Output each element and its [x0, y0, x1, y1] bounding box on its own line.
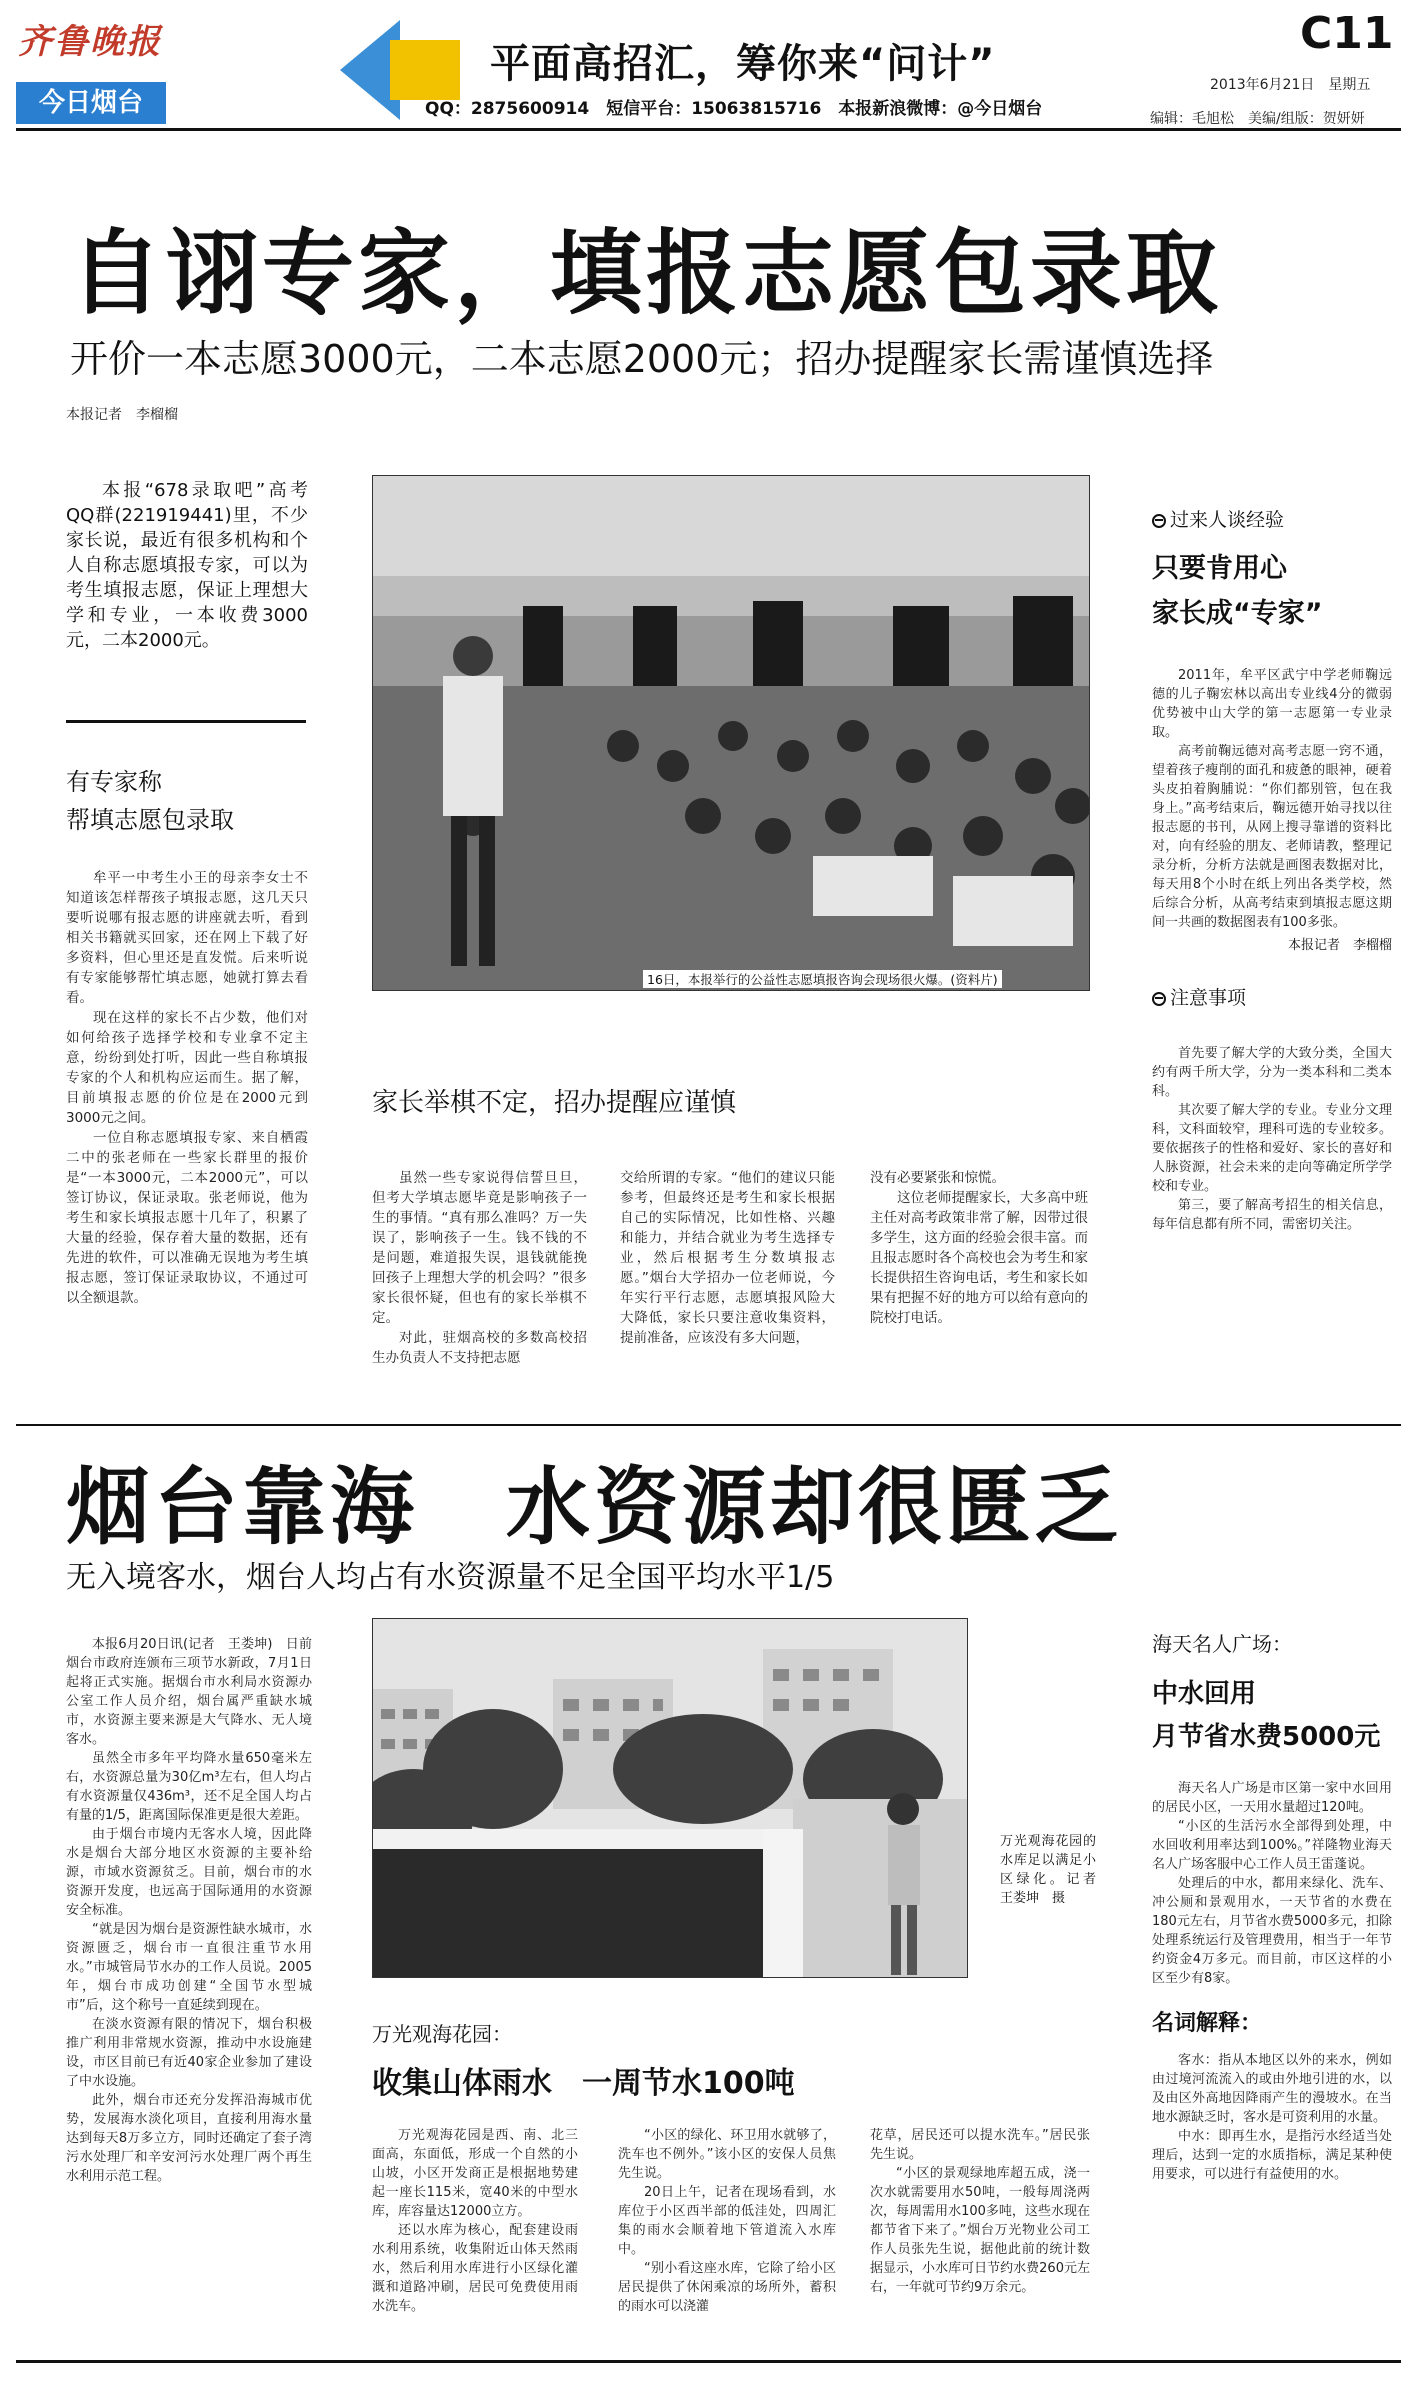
masthead — [0, 0, 1417, 130]
subhead-2: 无入境客水，烟台人均占有水资源量不足全国平均水平1/5 — [66, 1560, 835, 1595]
sidebar-head-2: 家长成“专家” — [1152, 598, 1323, 629]
sidebar-1 — [1152, 505, 1392, 1234]
sidebar2-head-2: 月节省水费5000元 — [1152, 1722, 1381, 1752]
paragraph: 交给所谓的专家。“他们的建议只能参考，但最终还是考生和家长根据自己的实际情况，比如性格、兴趣和能力，并结合就业为考生选择专业，然后根据考生分数填报志愿。”烟台大学招办一位老师说，今年实行平行志愿，志愿填报风险大大降低，家长只要注意收集资料，提前准备，应该没有多大问题， — [620, 1170, 835, 1346]
paragraph: 万光观海花园是西、南、北三面高，东面低，形成一个自然的小山坡，小区开发商正是根据地势建起一座长115米，宽40米的中型水库，库容量达12000立方。 — [372, 2128, 578, 2219]
subsection-head-1: 家长举棋不定，招办提醒应谨慎 — [372, 1088, 737, 1118]
paragraph: 20日上午，记者在现场看到，水库位于小区西半部的低洼处，四周汇集的雨水会顺着地下管道流入水库中。 — [618, 2185, 836, 2257]
sidebar-label-2 — [1152, 983, 1392, 1010]
photo-reservoir — [372, 1618, 968, 1978]
sidebar-text-2 — [1152, 1044, 1392, 1234]
paragraph: “别小看这座水库，它除了给小区居民提供了休闲乘凉的场所外，蓄积的雨水可以浇灌 — [618, 2261, 836, 2314]
column-2 — [372, 1168, 587, 1368]
paragraph: 没有必要紧张和惊慌。 — [870, 1170, 1005, 1186]
banner-arrow-tail — [390, 40, 460, 100]
paragraph: 2011年，牟平区武宁中学老师鞠远德的儿子鞠宏林以高出专业线4分的微弱优势被中山大学的第一志愿第一专业录取。 — [1152, 668, 1392, 740]
divider — [66, 720, 306, 723]
paragraph: 高考前鞠远德对高考志愿一窍不通，望着孩子瘦削的面孔和疲惫的眼神，硬着头皮拍着胸脯说：“你们都别管，包在我身上。”高考结束后，鞠远德开始寻找以往报志愿的书刊，从网上搜寻靠谱的资料比对，向有经验的朋友、老师请教，整理记录分析，分析方法就是画图表数据对比，每天用8个小时在纸上列出各类学校，然后综合分析，从高考结束到填报志愿这期间一共画的数据图表有100多张。 — [1152, 744, 1392, 930]
section-marker-icon — [1152, 514, 1166, 528]
banner-title: 平面高招汇，筹你来“问计” — [490, 41, 996, 87]
paragraph: “小区的景观绿地库超五成，浇一次水就需要用水50吨，一般每周浇两次，每周需用水100多吨，这些水现在都节省下来了。”烟台万光物业公司工作人员张先生说，据他此前的统计数据显示，小水库可日节约水费260元左右，一年就可节约9万余元。 — [870, 2166, 1090, 2295]
sidebar-label-text: 过来人谈经验 — [1170, 509, 1285, 531]
byline-1: 本报记者 李榴榴 — [66, 407, 178, 423]
banner-contacts: QQ：2875600914 短信平台：15063815716 本报新浪微博：@今日烟台 — [425, 99, 1043, 119]
headline-2: 烟台靠海 水资源却很匮乏 — [66, 1458, 1123, 1556]
lead-1: 本报“678录取吧”高考QQ群(221919441)里，不少家长说，最近有很多机构和个人自称志愿填报专家，可以为考生填报志愿，保证上理想大学和专业，一本收费3000元，二本2000元。 — [66, 480, 308, 651]
paragraph: 一位自称志愿填报专家、来自栖霞二中的张老师在一些家长群里的报价是“一本3000元，二本2000元”，可以签订协议，保证录取。张老师说，他为考生和家长填报志愿十几年了，积累了大量的经验，保存着大量的数据，还有先进的软件，可以准确无误地为考生填报志愿，签订保证录取协议，不通过可以全额退款。 — [66, 1130, 308, 1306]
editors-line: 编辑：毛旭松 美编/组版：贺妍妍 — [1150, 111, 1365, 127]
masthead-logo: 齐鲁晚报 — [18, 22, 162, 62]
sidebar2-label: 海天名人广场： — [1152, 1632, 1292, 1656]
paragraph: 花草，居民还可以提水洗车。”居民张先生说。 — [870, 2128, 1090, 2162]
column-3 — [620, 1168, 835, 1348]
paragraph: 本报6月20日讯(记者 王娄坤) 日前烟台市政府连颁布三项节水新政，7月1日起将正式实施。据烟台市水利局水资源办公室工作人员介绍，烟台属严重缺水城市，水资源主要来源是大气降水、无人境客水。 — [66, 1637, 312, 1747]
paragraph: 对此，驻烟高校的多数高校招生办负责人不支持把志愿 — [372, 1330, 587, 1366]
sidebar-label-text: 注意事项 — [1170, 987, 1247, 1009]
story2-column-4 — [870, 2126, 1090, 2297]
paragraph: 海天名人广场是市区第一家中水回用的居民小区，一天用水量超过120吨。 — [1152, 1781, 1392, 1815]
column-1 — [66, 868, 308, 1308]
photo-consultation — [372, 475, 1090, 991]
term-head: 名词解释： — [1152, 2011, 1263, 2036]
paragraph: 第三，要了解高考招生的相关信息，每年信息都有所不同，需密切关注。 — [1152, 1198, 1392, 1232]
paragraph: 在淡水资源有限的情况下，烟台积极推广利用非常规水资源，推动中水设施建设，市区目前已有近40家企业参加了建设了中水设施。 — [66, 2017, 312, 2089]
banner — [340, 10, 1080, 126]
sidebar-head-1: 只要肯用心 — [1152, 553, 1287, 584]
paragraph: “小区的绿化、环卫用水就够了，洗车也不例外。”该小区的安保人员焦先生说。 — [618, 2128, 836, 2181]
sidebar2-head-1: 中水回用 — [1152, 1679, 1257, 1709]
paragraph: “就是因为烟台是资源性缺水城市，水资源匮乏，烟台市一直很注重节水用水。”市城管局节水办的工作人员说。2005年，烟台市成功创建“全国节水型城市”后，这个称号一直延续到现在。 — [66, 1922, 312, 2013]
sidebar-label-1 — [1152, 505, 1392, 532]
paragraph: 中水：即再生水，是指污水经适当处理后，达到一定的水质指标，满足某种使用要求，可以进行有益使用的水。 — [1152, 2129, 1392, 2182]
paragraph: 这位老师提醒家长，大多高中班主任对高考政策非常了解，因带过很多学生，这方面的经验会很丰富。而且报志愿时各个高校也会为考生和家长提供招生咨询电话，考生和家长如果有把握不好的地方可以给有意向的院校打电话。 — [870, 1190, 1088, 1326]
story-divider — [16, 1424, 1401, 1426]
paragraph: 虽然一些专家说得信誓旦旦，但考大学填志愿毕竟是影响孩子一生的事情。“真有那么准吗？万一失误了，影响孩子一生。钱不钱的不是问题，难道报失误，退钱就能挽回孩子上理想大学的机会吗？”很多家长很怀疑，但也有的家长举棋不定。 — [372, 1170, 587, 1326]
sub-head-2: 收集山体雨水 一周节水100吨 — [372, 2066, 795, 2101]
story2-column-1 — [66, 1635, 312, 2186]
story2-column-2 — [372, 2126, 578, 2316]
bottom-rule — [16, 2360, 1401, 2363]
paragraph: 其次要了解大学的专业。专业分文理科，文科面较窄，理科可选的专业较多。要依据孩子的性格和爱好、家长的喜好和人脉资源，社会未来的走向等确定所学学校和专业。 — [1152, 1103, 1392, 1194]
column-4 — [870, 1168, 1088, 1328]
paragraph: 首先要了解大学的大致分类，全国大约有两千所大学，分为一类本科和二类本科。 — [1152, 1046, 1392, 1099]
paragraph: 现在这样的家长不占少数，他们对如何给孩子选择学校和专业拿不定主意，纷纷到处打听，因此一些自称填报专家的个人和机构应运而生。据了解，目前填报志愿的价位是在2000元到3000元之间。 — [66, 1010, 308, 1126]
paragraph: 由于烟台市境内无客水人境，因此降水是烟台大部分地区水资源的主要补给源，市域水资源贫乏。目前，烟台市的水资源开发度，也远高于国际通用的水资源安全标准。 — [66, 1827, 312, 1918]
term-text — [1152, 2051, 1392, 2184]
paragraph: 牟平一中考生小王的母亲李女士不知道该怎样帮孩子填报志愿，这几天只要听说哪有报志愿的讲座就去听，看到相关书籍就买回家，还在网上下载了好多资料，但心里还是直发慌。后来听说有专家能够帮忙填志愿，她就打算去看看。 — [66, 870, 308, 1006]
paragraph: 此外，烟台市还充分发挥沿海城市优势，发展海水淡化项目，直接利用海水量达到每天8万多立方，同时还确定了套子湾污水处理厂和辛安河污水处理厂两个再生水利用示范工程。 — [66, 2093, 312, 2184]
issue-date: 2013年6月21日 星期五 — [1210, 77, 1371, 93]
masthead-rule — [16, 128, 1401, 131]
sidebar2-text — [1152, 1779, 1392, 1988]
section-marker-icon — [1152, 992, 1166, 1006]
paragraph: 客水：指从本地区以外的来水，例如由过境河流流入的或由外地引进的水，以及由区外高地因降雨产生的漫坡水。在当地水源缺乏时，客水是可资利用的水量。 — [1152, 2053, 1392, 2125]
photo2-caption: 万光观海花园的水库足以满足小区绿化。记者 王娄坤 摄 — [1000, 1834, 1110, 1906]
paragraph: 还以水库为核心，配套建设雨水利用系统，收集附近山体天然雨水，然后利用水库进行小区绿化灌溉和道路冲刷，居民可免费使用雨水洗车。 — [372, 2223, 578, 2314]
section-tag: 今日烟台 — [16, 82, 166, 124]
story2-column-3 — [618, 2126, 836, 2316]
paragraph: “小区的生活污水全部得到处理，中水回收利用率达到100%。”祥隆物业海天名人广场客服中心工作人员王雷蓬说。 — [1152, 1819, 1392, 1872]
sidebar-byline: 本报记者 李榴榴 — [1287, 938, 1392, 953]
photo-image — [373, 476, 1090, 991]
headline-1: 自诩专家，填报志愿包录取 — [70, 220, 1223, 327]
subhead-1: 开价一本志愿3000元，二本志愿2000元；招办提醒家长需谨慎选择 — [70, 337, 1214, 381]
page-number: C11 — [1300, 8, 1394, 59]
sidebar-2 — [1152, 1628, 1392, 2184]
side-head-1: 有专家称 — [66, 768, 162, 796]
sidebar-text-1 — [1152, 666, 1392, 932]
sub-label-2: 万光观海花园： — [372, 2022, 512, 2046]
photo1-caption: 16日，本报举行的公益性志愿填报咨询会现场很火爆。(资料片) — [643, 970, 1002, 988]
paragraph: 虽然全市多年平均降水量650毫米左右，水资源总量为30亿m³左右，但人均占有水资源量仅436m³，还不足全国人均占有量的1/5，距离国际保准更是很大差距。 — [66, 1751, 312, 1823]
side-head-2: 帮填志愿包录取 — [66, 806, 234, 834]
photo-image — [373, 1619, 968, 1978]
paragraph: 处理后的中水，都用来绿化、洗车、冲公厕和景观用水，一天节省的水费在180元左右，月节省水费5000多元，扣除处理系统运行及管理费用，相当于一年节约资金4万多元。而目前，市区这样的小区至少有8家。 — [1152, 1876, 1392, 1986]
